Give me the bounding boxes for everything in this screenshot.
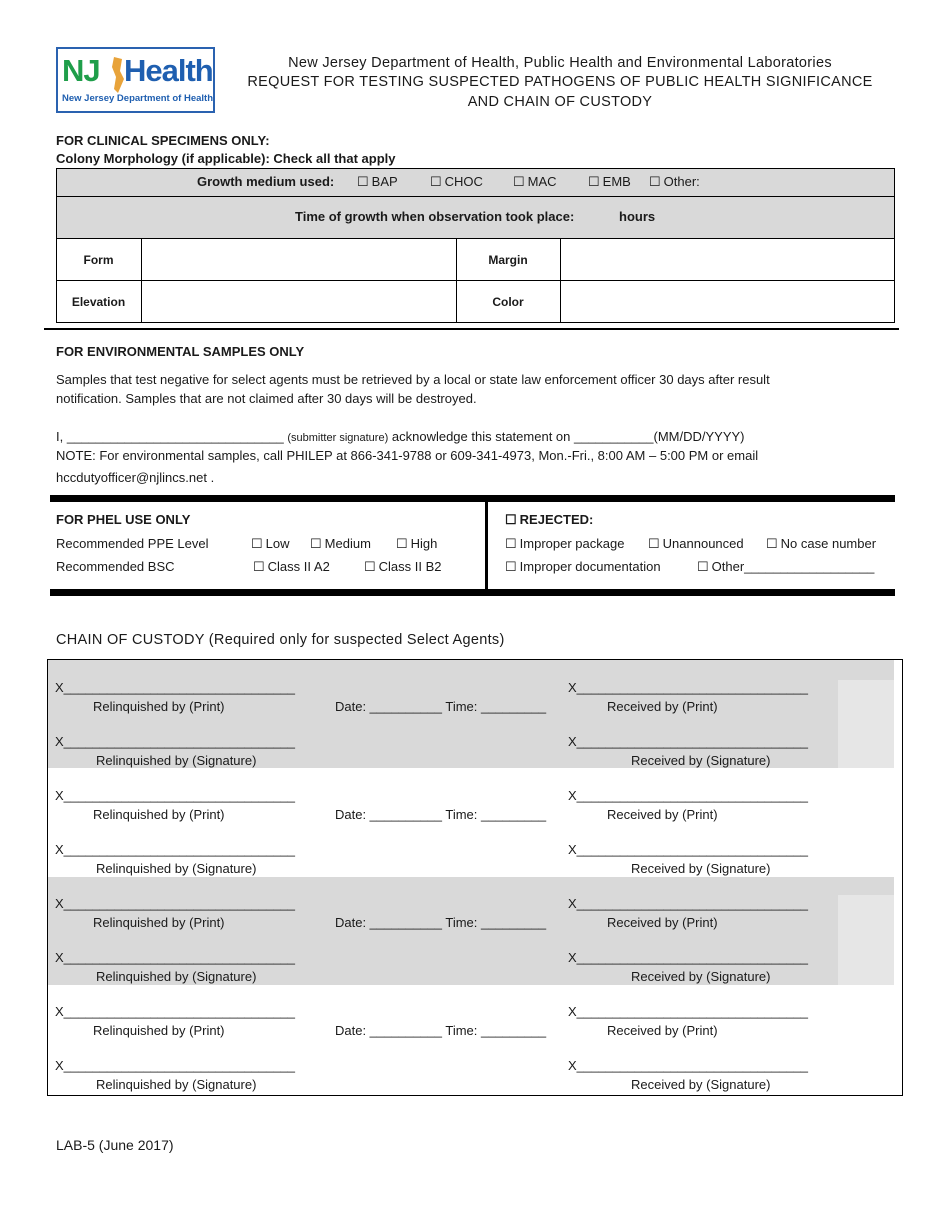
clinical-subtitle: Colony Morphology (if applicable): Check all that apply	[56, 151, 396, 166]
medium-bap-checkbox[interactable]: ☐ BAP	[357, 174, 398, 190]
margin-input[interactable]	[561, 239, 894, 280]
received-signature-line-3[interactable]: X________________________________	[568, 950, 809, 965]
bsc-b2-checkbox[interactable]: ☐ Class II B2	[364, 559, 442, 575]
ack-mid: acknowledge this statement on ___________(MM/DD/YYYY)	[391, 429, 745, 444]
custody-block-1-bg	[48, 660, 894, 768]
received-print-label-1: Received by (Print)	[607, 699, 718, 714]
time-of-growth-label: Time of growth when observation took place:	[295, 209, 575, 224]
elevation-label: Elevation	[71, 295, 126, 309]
ppe-medium-checkbox[interactable]: ☐ Medium	[310, 536, 371, 552]
relinquished-signature-line-4[interactable]: X________________________________	[55, 1058, 296, 1073]
logo-health: Health	[124, 53, 213, 88]
ppe-low-checkbox[interactable]: ☐ Low	[251, 536, 290, 552]
improper-documentation-checkbox[interactable]: ☐ Improper documentation	[505, 559, 661, 575]
rejected-checkbox[interactable]: ☐ REJECTED:	[505, 512, 593, 528]
relinquished-signature-label-2: Relinquished by (Signature)	[96, 861, 257, 876]
ack-small: (submitter signature)	[287, 432, 389, 444]
date-time-field-4[interactable]: Date: __________ Time: _________	[335, 1023, 547, 1038]
medium-choc-checkbox[interactable]: ☐ CHOC	[430, 174, 483, 190]
clinical-title: FOR CLINICAL SPECIMENS ONLY:	[56, 133, 270, 148]
logo-nj: NJ	[62, 53, 100, 88]
logo-subtitle: New Jersey Department of Health	[62, 93, 213, 104]
relinquished-signature-label-4: Relinquished by (Signature)	[96, 1077, 257, 1092]
growth-medium-label: Growth medium used:	[197, 174, 335, 189]
bsc-label: Recommended BSC	[56, 559, 175, 574]
relinquished-print-label-2: Relinquished by (Print)	[93, 807, 225, 822]
improper-package-checkbox[interactable]: ☐ Improper package	[505, 536, 624, 552]
ppe-label: Recommended PPE Level	[56, 536, 209, 551]
acknowledgment-line	[56, 429, 745, 444]
relinquished-print-line-2[interactable]: X________________________________	[55, 788, 296, 803]
ppe-high-checkbox[interactable]: ☐ High	[396, 536, 437, 552]
other-rejection-checkbox[interactable]: ☐ Other__________________	[697, 559, 874, 575]
received-print-line-2[interactable]: X________________________________	[568, 788, 809, 803]
form-id: LAB-5 (June 2017)	[56, 1137, 174, 1153]
received-signature-label-4: Received by (Signature)	[631, 1077, 771, 1092]
received-signature-label-3: Received by (Signature)	[631, 969, 771, 984]
bsc-a2-checkbox[interactable]: ☐ Class II A2	[253, 559, 330, 575]
note-line-2: hccdutyofficer@njlincs.net .	[56, 470, 215, 485]
date-time-field-2[interactable]: Date: __________ Time: _________	[335, 807, 547, 822]
ack-prefix: I, ______________________________	[56, 429, 284, 444]
received-signature-line-1[interactable]: X________________________________	[568, 734, 809, 749]
received-print-label-4: Received by (Print)	[607, 1023, 718, 1038]
relinquished-print-line-1[interactable]: X________________________________	[55, 680, 296, 695]
date-time-field-1[interactable]: Date: __________ Time: _________	[335, 699, 547, 714]
received-signature-line-4[interactable]: X________________________________	[568, 1058, 809, 1073]
time-unit-label: hours	[619, 209, 656, 224]
relinquished-signature-line-3[interactable]: X________________________________	[55, 950, 296, 965]
environmental-para-2: notification. Samples that are not claimed after 30 days will be destroyed.	[56, 391, 477, 406]
relinquished-signature-label-1: Relinquished by (Signature)	[96, 753, 257, 768]
received-print-line-4[interactable]: X________________________________	[568, 1004, 809, 1019]
environmental-title: FOR ENVIRONMENTAL SAMPLES ONLY	[56, 344, 305, 359]
received-print-label-2: Received by (Print)	[607, 807, 718, 822]
medium-mac-checkbox[interactable]: ☐ MAC	[513, 174, 557, 190]
no-case-number-checkbox[interactable]: ☐ No case number	[766, 536, 876, 552]
relinquished-print-line-3[interactable]: X________________________________	[55, 896, 296, 911]
environmental-para-1: Samples that test negative for select agents must be retrieved by a local or state law enforcement officer 30 days after result	[56, 372, 770, 387]
relinquished-signature-line-1[interactable]: X________________________________	[55, 734, 296, 749]
form-label: Form	[83, 253, 114, 267]
relinquished-print-label-3: Relinquished by (Print)	[93, 915, 225, 930]
relinquished-print-label-4: Relinquished by (Print)	[93, 1023, 225, 1038]
relinquished-signature-label-3: Relinquished by (Signature)	[96, 969, 257, 984]
medium-emb-checkbox[interactable]: ☐ EMB	[588, 174, 631, 190]
header-line-3: AND CHAIN OF CUSTODY	[467, 94, 653, 110]
relinquished-print-line-4[interactable]: X________________________________	[55, 1004, 296, 1019]
medium-other-checkbox[interactable]: ☐ Other:	[649, 174, 700, 190]
received-print-line-1[interactable]: X________________________________	[568, 680, 809, 695]
relinquished-print-label-1: Relinquished by (Print)	[93, 699, 225, 714]
unannounced-checkbox[interactable]: ☐ Unannounced	[648, 536, 744, 552]
color-input[interactable]	[561, 281, 894, 322]
nj-health-logo	[56, 47, 215, 113]
elevation-input[interactable]	[142, 281, 456, 322]
header-line-1: New Jersey Department of Health, Public Health and Environmental Laboratories	[288, 55, 832, 71]
relinquished-signature-line-2[interactable]: X________________________________	[55, 842, 296, 857]
phel-title: FOR PHEL USE ONLY	[56, 512, 191, 527]
date-time-field-3[interactable]: Date: __________ Time: _________	[335, 915, 547, 930]
received-print-label-3: Received by (Print)	[607, 915, 718, 930]
form-input[interactable]	[142, 239, 456, 280]
received-signature-label-2: Received by (Signature)	[631, 861, 771, 876]
chain-title: CHAIN OF CUSTODY (Required only for suspected Select Agents)	[56, 632, 505, 648]
received-signature-label-1: Received by (Signature)	[631, 753, 771, 768]
color-label: Color	[492, 295, 524, 309]
received-print-line-3[interactable]: X________________________________	[568, 896, 809, 911]
margin-label: Margin	[488, 253, 528, 267]
header-line-2: REQUEST FOR TESTING SUSPECTED PATHOGENS OF PUBLIC HEALTH SIGNIFICANCE	[247, 74, 873, 90]
received-signature-line-2[interactable]: X________________________________	[568, 842, 809, 857]
section-divider	[44, 328, 899, 330]
note-line-1: NOTE: For environmental samples, call PHILEP at 866-341-9788 or 609-341-4973, Mon.-Fri., 8:00 AM – 5:00 PM or email	[56, 448, 759, 463]
